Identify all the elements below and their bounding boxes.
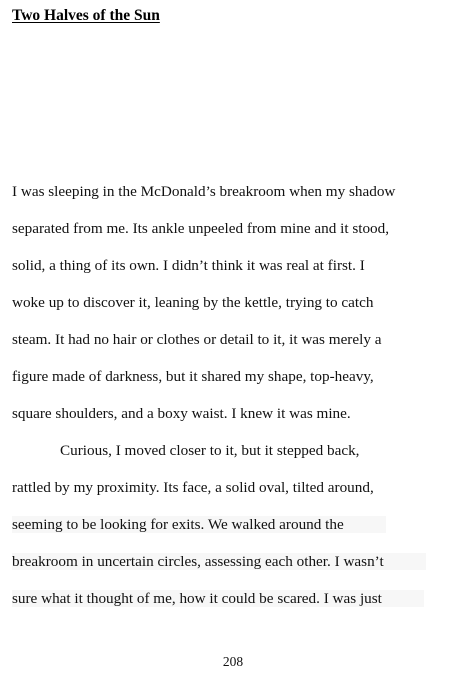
page-number: 208: [222, 654, 244, 669]
text-line: [12, 548, 462, 585]
text-line-content: steam. It had no hair or clothes or detail to it, it was merely a: [12, 331, 382, 348]
text-line: [12, 326, 462, 363]
text-line-content: breakroom in uncertain circles, assessing each other. I wasn’t: [12, 553, 426, 570]
text-line: [12, 437, 462, 474]
story-body: [12, 178, 462, 622]
text-line-content: seeming to be looking for exits. We walked around the: [12, 516, 386, 533]
text-line: [12, 215, 462, 252]
text-line-content: woke up to discover it, leaning by the kettle, trying to catch: [12, 294, 374, 311]
text-line-content: square shoulders, and a boxy waist. I knew it was mine.: [12, 405, 351, 422]
text-line: [12, 252, 462, 289]
text-line: [12, 400, 462, 437]
text-line-content: sure what it thought of me, how it could be scared. I was just: [12, 590, 424, 607]
text-line-content: I was sleeping in the McDonald’s breakroom when my shadow: [12, 183, 396, 200]
text-line: [12, 585, 462, 622]
text-line: [12, 474, 462, 511]
text-line-content: figure made of darkness, but it shared my shape, top-heavy,: [12, 368, 374, 385]
text-line-content: Curious, I moved closer to it, but it stepped back,: [60, 442, 360, 459]
text-line: [12, 363, 462, 400]
text-line: [12, 289, 462, 326]
text-line-content: solid, a thing of its own. I didn’t think it was real at first. I: [12, 257, 365, 274]
text-line-content: rattled by my proximity. Its face, a solid oval, tilted around,: [12, 479, 374, 496]
text-line-content: separated from me. Its ankle unpeeled from mine and it stood,: [12, 220, 390, 237]
text-line: [12, 511, 462, 548]
text-line: [12, 178, 462, 215]
story-title: Two Halves of the Sun: [12, 7, 160, 24]
